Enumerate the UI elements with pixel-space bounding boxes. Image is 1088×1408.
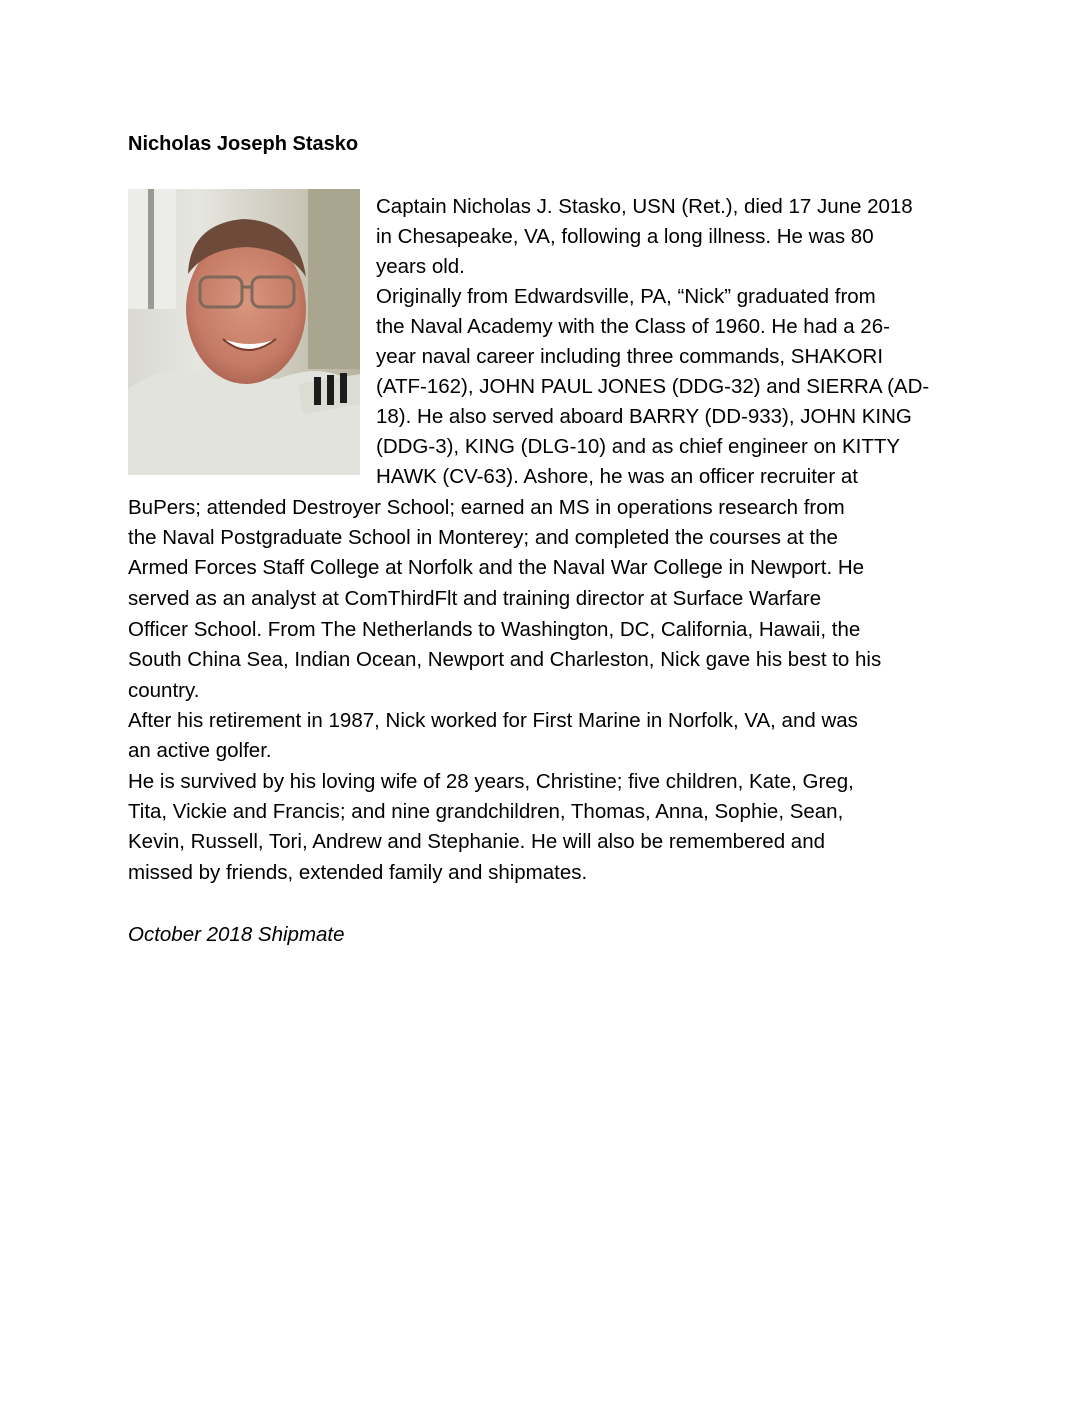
obituary-line: the Naval Postgraduate School in Monterey; and completed the courses at the xyxy=(128,526,838,549)
obituary-line: After his retirement in 1987, Nick worked for First Marine in Norfolk, VA, and was xyxy=(128,709,858,732)
source-citation: October 2018 Shipmate xyxy=(128,923,345,946)
obituary-line: country. xyxy=(128,679,200,702)
obituary-line: BuPers; attended Destroyer School; earned an MS in operations research from xyxy=(128,496,845,519)
obituary-line: HAWK (CV-63). Ashore, he was an officer recruiter at xyxy=(376,465,858,488)
obituary-line: served as an analyst at ComThirdFlt and training director at Surface Warfare xyxy=(128,587,822,610)
obituary-line: Tita, Vickie and Francis; and nine grandchildren, Thomas, Anna, Sophie, Sean, xyxy=(128,800,844,823)
obituary-line: Armed Forces Staff College at Norfolk and the Naval War College in Newport. He xyxy=(128,556,865,579)
obituary-line: the Naval Academy with the Class of 1960. He had a 26- xyxy=(376,315,890,338)
obituary-line: 18). He also served aboard BARRY (DD-933), JOHN KING xyxy=(376,405,912,428)
obituary-line: an active golfer. xyxy=(128,739,272,762)
obituary-line: missed by friends, extended family and shipmates. xyxy=(128,861,588,884)
portrait-photo xyxy=(128,189,360,475)
obituary-line: Originally from Edwardsville, PA, “Nick” graduated from xyxy=(376,285,876,308)
obituary-line: years old. xyxy=(376,255,465,278)
obituary-line: (DDG-3), KING (DLG-10) and as chief engineer on KITTY xyxy=(376,435,901,458)
obituary-line: in Chesapeake, VA, following a long illness. He was 80 xyxy=(376,225,874,248)
obituary-line: Kevin, Russell, Tori, Andrew and Stephanie. He will also be remembered and xyxy=(128,830,825,853)
obituary-title: Nicholas Joseph Stasko xyxy=(128,133,359,155)
obituary-line: South China Sea, Indian Ocean, Newport and Charleston, Nick gave his best to his xyxy=(128,648,882,671)
obituary-line: year naval career including three commands, SHAKORI xyxy=(376,345,884,368)
obituary-line: Officer School. From The Netherlands to Washington, DC, California, Hawaii, the xyxy=(128,618,861,641)
obituary-line: Captain Nicholas J. Stasko, USN (Ret.), died 17 June 2018 xyxy=(376,195,913,218)
obituary-line: He is survived by his loving wife of 28 years, Christine; five children, Kate, Greg, xyxy=(128,770,854,793)
obituary-line: (ATF-162), JOHN PAUL JONES (DDG-32) and SIERRA (AD- xyxy=(376,375,930,398)
